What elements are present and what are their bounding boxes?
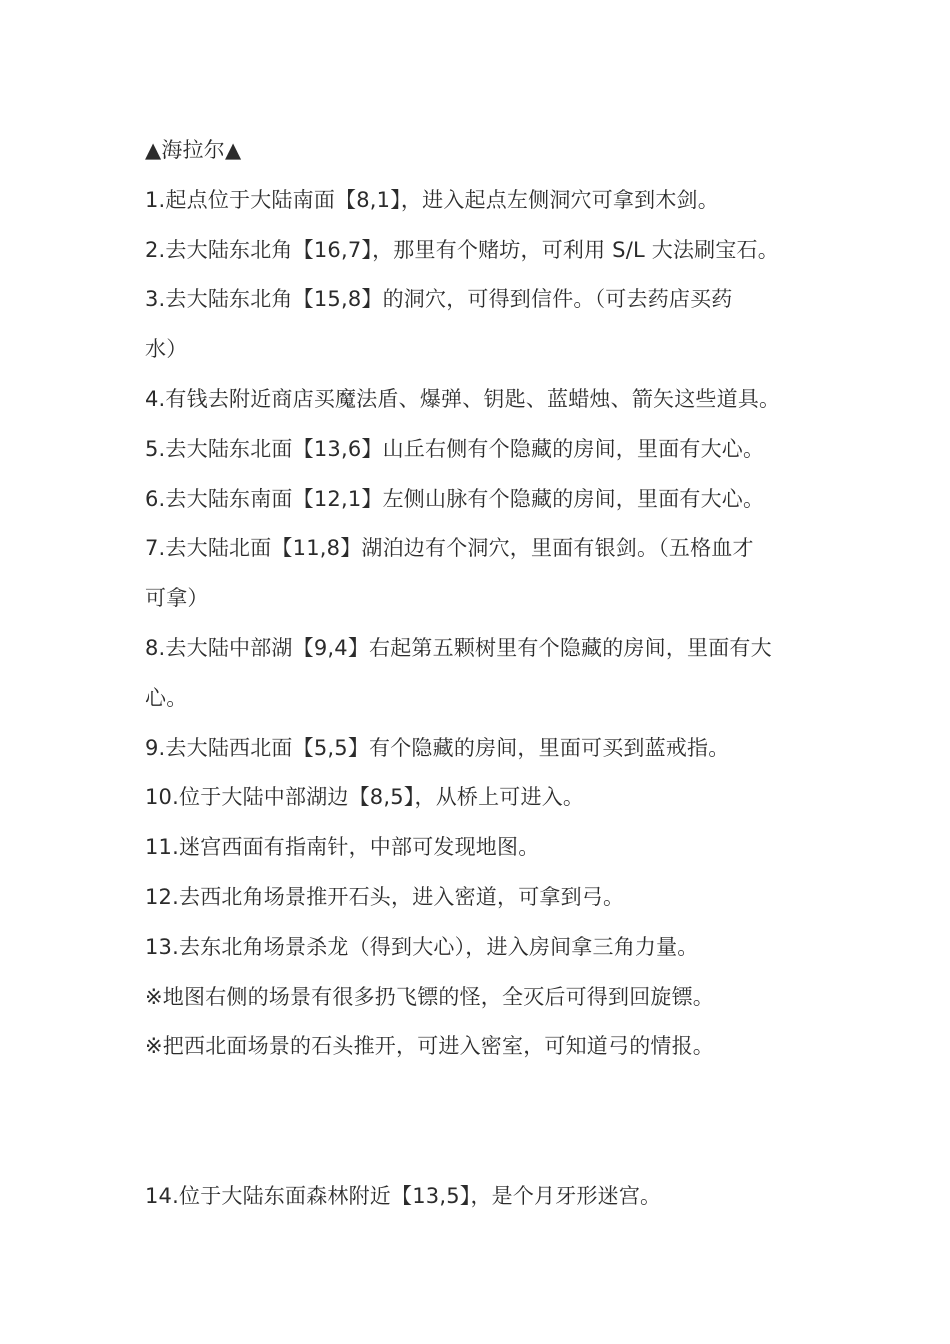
text-line: 水） [145,337,188,362]
document-body [145,126,825,1222]
text-line: ※把西北面场景的石头推开，可进入密室，可知道弓的情报。 [145,1034,714,1059]
text-line: 10.位于大陆中部湖边【8,5】，从桥上可进入。 [145,785,585,810]
text-line: 心。 [145,685,188,710]
text-line: 2.去大陆东北角【16,7】，那里有个赌坊，可利用 S/L 大法刷宝石。 [145,237,779,262]
text-line: 11.迷宫西面有指南针，中部可发现地图。 [145,835,540,860]
text-line: 14.位于大陆东面森林附近【13,5】，是个月牙形迷宫。 [145,1183,662,1208]
text-line: 12.去西北角场景推开石头，进入密道，可拿到弓。 [145,884,625,909]
blank-space [145,1072,825,1172]
text-line: 6.去大陆东南面【12,1】左侧山脉有个隐藏的房间，里面有大心。 [145,486,765,511]
text-line: 8.去大陆中部湖【9,4】右起第五颗树里有个隐藏的房间，里面有大 [145,635,772,660]
text-line: 4.有钱去附近商店买魔法盾、爆弹、钥匙、蓝蜡烛、箭矢这些道具。 [145,386,781,411]
text-line: 1.起点位于大陆南面【8,1】，进入起点左侧洞穴可拿到木剑。 [145,187,719,212]
text-line: 5.去大陆东北面【13,6】山丘右侧有个隐藏的房间，里面有大心。 [145,436,765,461]
document-heading: ▲海拉尔▲ [145,138,242,162]
text-line: 7.去大陆北面【11,8】湖泊边有个洞穴，里面有银剑。（五格血才 [145,536,754,561]
text-line: 9.去大陆西北面【5,5】有个隐藏的房间，里面可买到蓝戒指。 [145,735,730,760]
text-line: 13.去东北角场景杀龙（得到大心），进入房间拿三角力量。 [145,934,699,959]
text-line: 3.去大陆东北角【15,8】的洞穴，可得到信件。（可去药店买药 [145,287,733,312]
text-line: ※地图右侧的场景有很多扔飞镖的怪，全灭后可得到回旋镖。 [145,984,714,1009]
text-line: 可拿） [145,586,209,611]
